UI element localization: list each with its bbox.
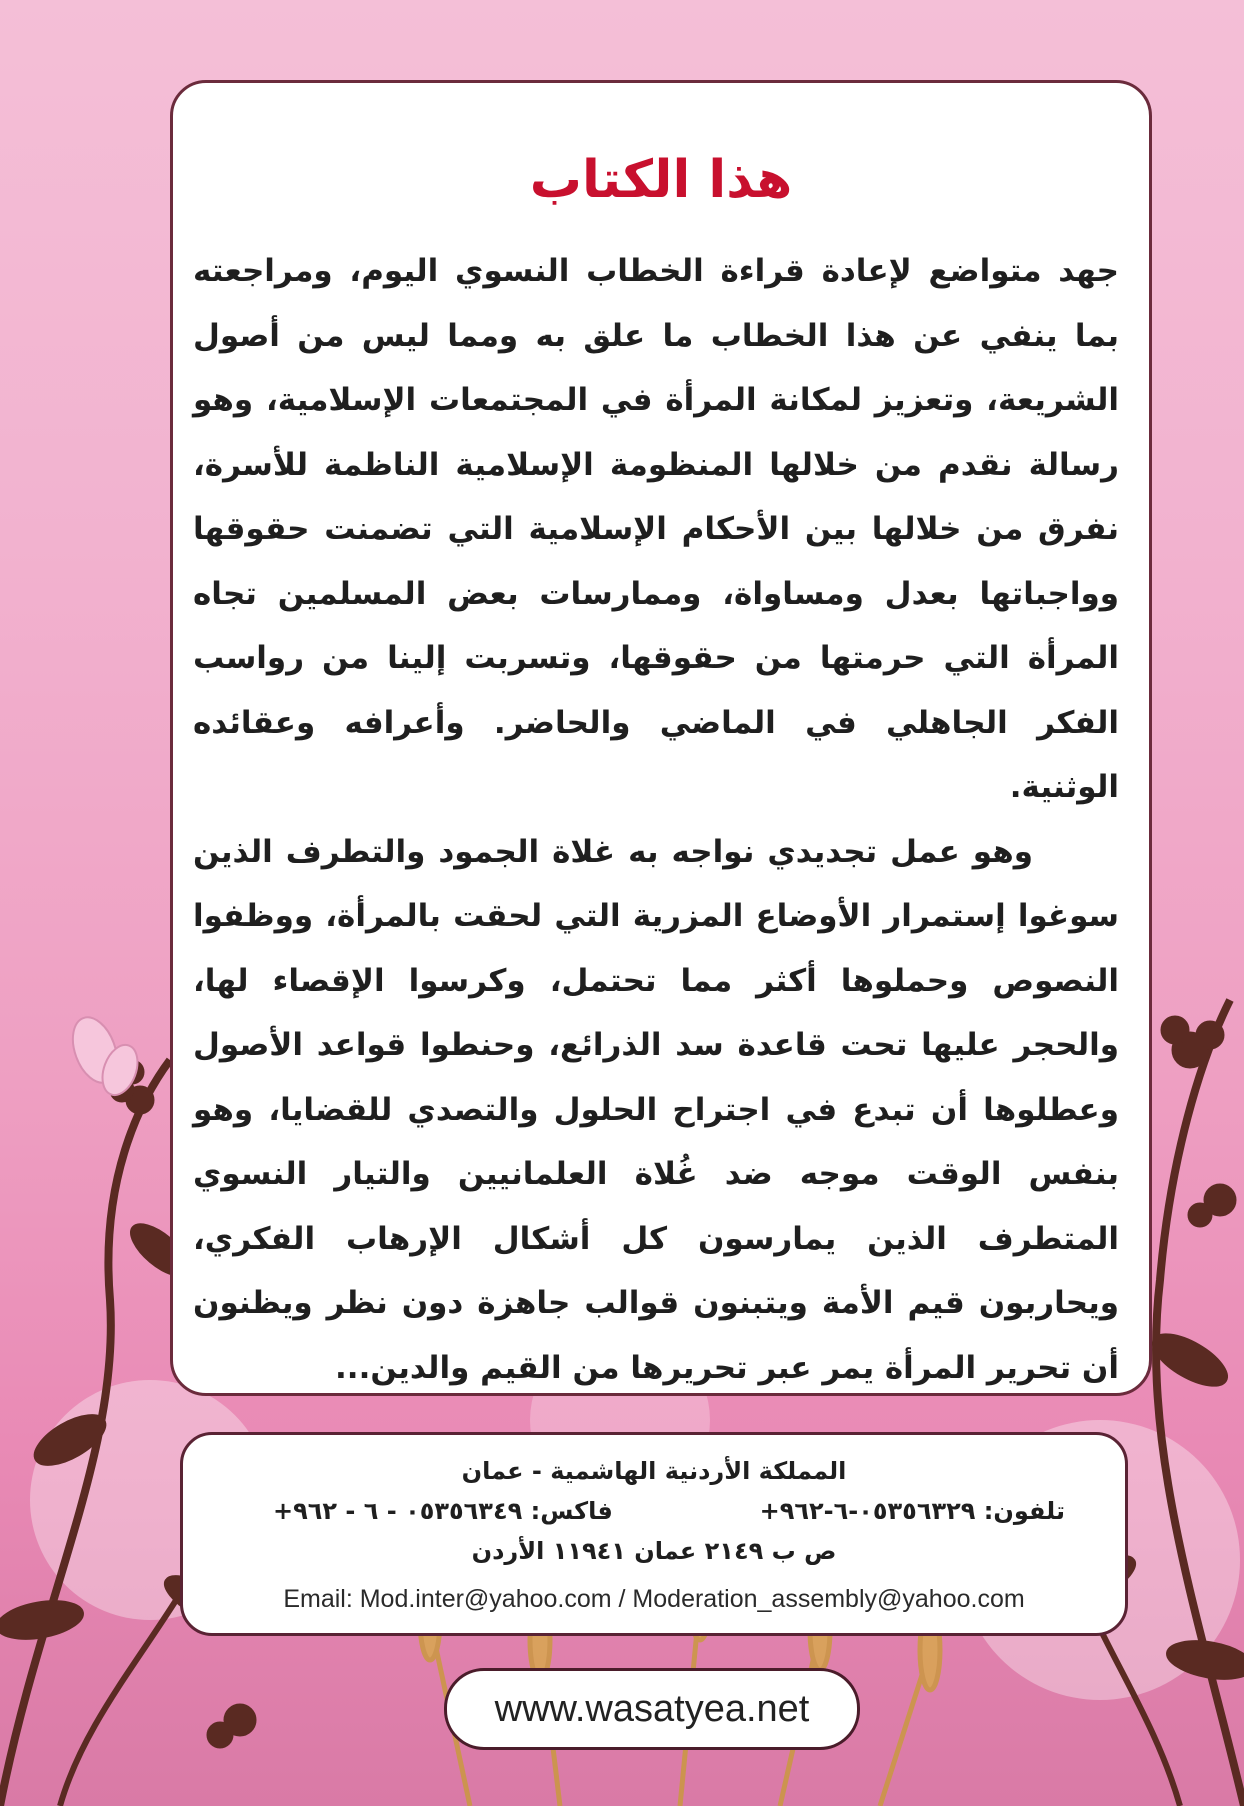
fax-number: فاكس: ٠٥٣٥٦٣٤٩ - ٦ - ٩٦٢+ [273, 1497, 613, 1525]
publisher-location: المملكة الأردنية الهاشمية - عمان [461, 1457, 847, 1485]
po-box-address: ص ب ٢١٤٩ عمان ١١٩٤١ الأردن [471, 1537, 837, 1565]
website-badge: www.wasatyea.net [444, 1668, 860, 1750]
book-description-panel [170, 80, 1152, 1396]
book-title-heading: هذا الكتاب [529, 150, 793, 210]
description-paragraph-2: وهو عمل تجديدي نواجه به غلاة الجمود والتطرف الذين سوغوا إستمرار الأوضاع المزرية التي لحقت بالمرأة، ووظفوا النصوص وحملوها أكثر مما تحتمل، وكرسوا الإقصاء لها، والحجر عليها تحت قاعدة سد الذرائع، وحنطوا قواعد الأصول وعطلوها أن تبدع في اجتراح الحلول والتصدي للقضايا، وهو بنفس الوقت موجه ضد غُلاة العلمانيين والتيار النسوي المتطرف الذين يمارسون كل أشكال الإرهاب الفكري، ويحاربون قيم الأمة ويتبنون قوالب جاهزة دون نظر ويظنون أن تحرير المرأة يمر عبر تحريرها من القيم والدين... [193, 833, 1119, 1386]
phone-number: تلفون: ٠٥٣٥٦٣٢٩-٦-٩٦٢+ [759, 1497, 1065, 1525]
book-description-text [193, 239, 1119, 1400]
description-paragraph-1: جهد متواضع لإعادة قراءة الخطاب النسوي اليوم، ومراجعته بما ينفي عن هذا الخطاب ما علق به ومما ليس من أصول الشريعة، وتعزيز لمكانة المرأة في المجتمعات الإسلامية، وهو رسالة نقدم من خلالها المنظومة الإسلامية الناظمة للأسرة، نفرق من خلالها بين الأحكام الإسلامية التي تضمنت حقوقها وواجباتها بعدل ومساواة، وممارسات بعض المسلمين تجاه المرأة التي حرمتها من حقوقها، وتسربت إلينا من رواسب الفكر الجاهلي في الماضي والحاضر. وأعرافه وعقائده الوثنية. [193, 253, 1119, 805]
email-addresses: Email: Mod.inter@yahoo.com / Moderation_assembly@yahoo.com [283, 1585, 1025, 1613]
publisher-contact-panel [180, 1432, 1128, 1636]
